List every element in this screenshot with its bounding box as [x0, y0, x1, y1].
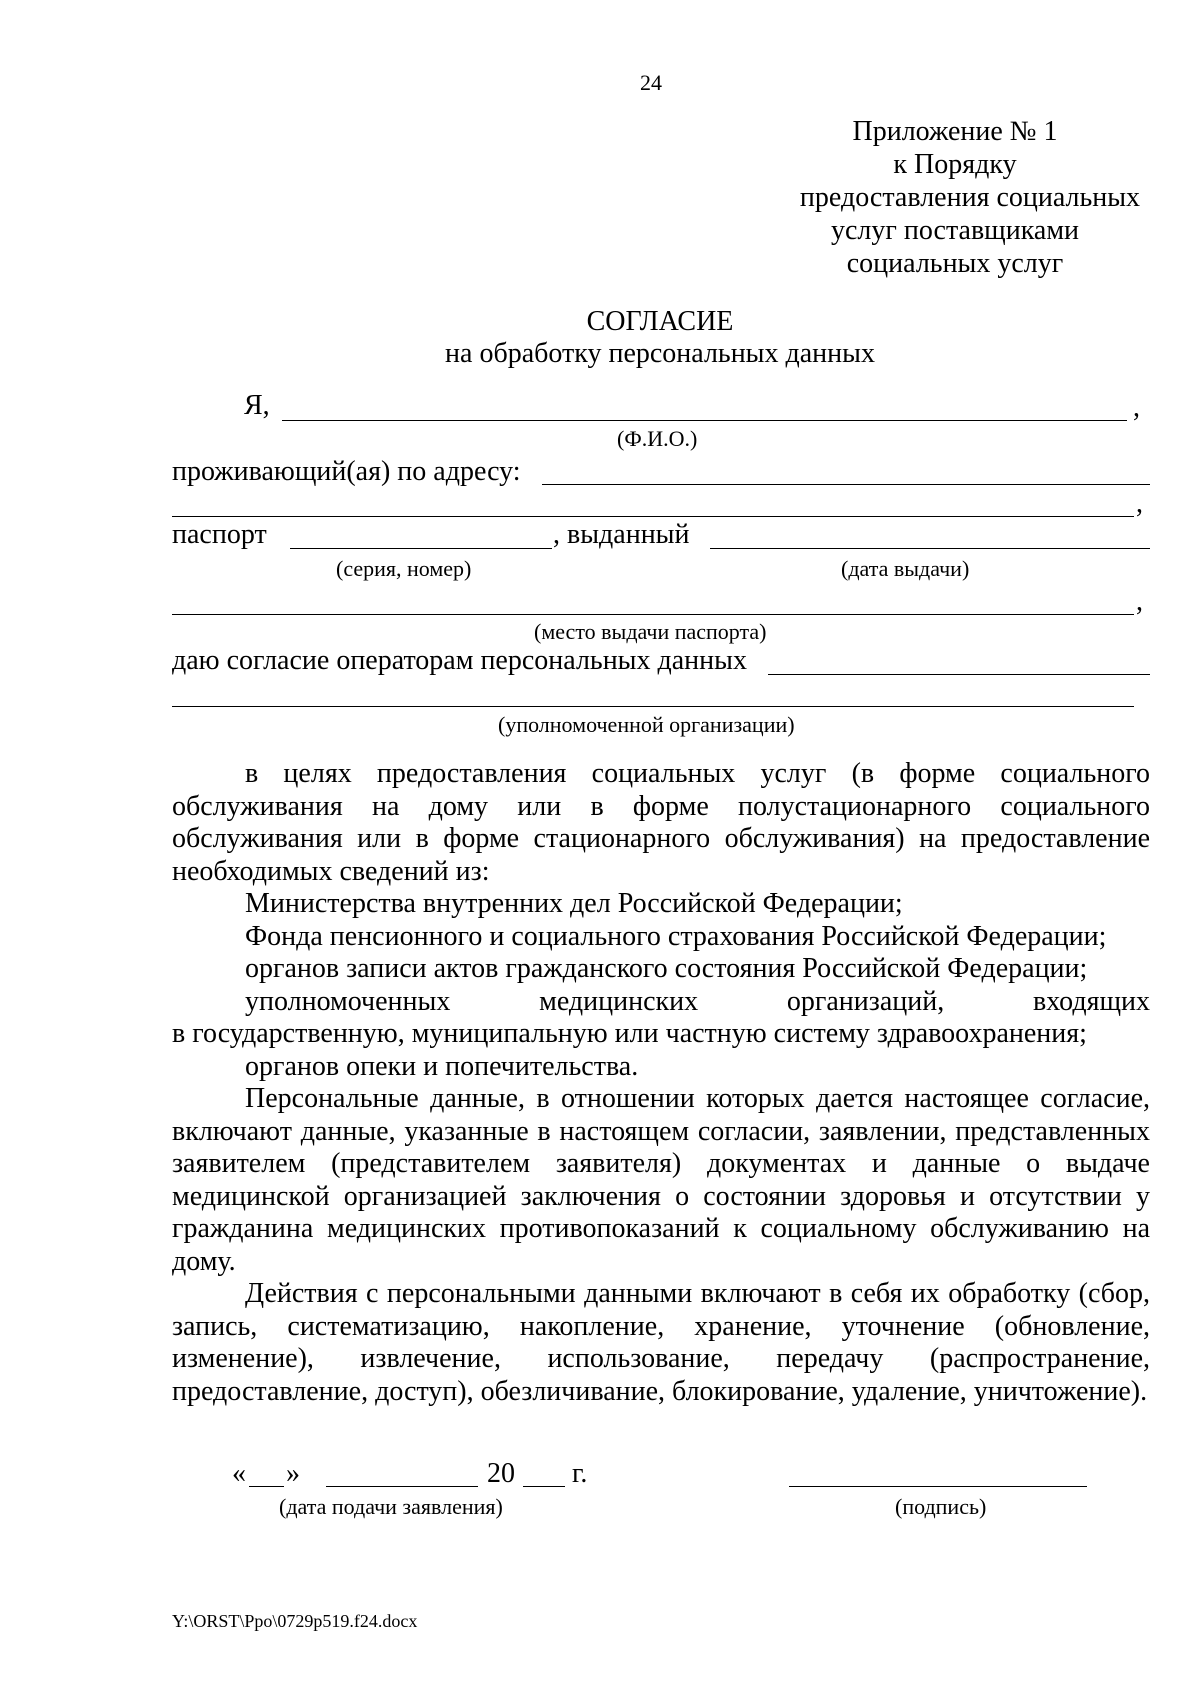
operator-field-line[interactable] [768, 674, 1150, 675]
year-field-line[interactable] [523, 1486, 565, 1487]
signature-field-line[interactable] [789, 1486, 1087, 1487]
comma: , [1136, 586, 1143, 617]
consent-label: даю согласие операторам персональных данных [172, 645, 747, 676]
source-item: уполномоченных медицинских организаций, входящих [245, 985, 1150, 1017]
series-caption: (серия, номер) [336, 556, 472, 581]
organization-caption: (уполномоченной организации) [498, 712, 795, 737]
issue-date-field-line[interactable] [710, 548, 1150, 549]
appendix-line: к Порядку [893, 149, 1017, 180]
source-item: органов записи актов гражданского состояния Российской Федерации; [245, 953, 1088, 984]
year-prefix: 20 [487, 1458, 515, 1489]
month-field-line[interactable] [326, 1486, 478, 1487]
source-item-continued: в государственную, муниципальную или частную систему здравоохранения; [172, 1018, 1087, 1049]
page-number: 24 [640, 70, 662, 95]
day-field-line[interactable] [249, 1486, 284, 1487]
appendix-line: социальных услуг [846, 248, 1064, 279]
operator-field-line-2[interactable] [172, 706, 1134, 707]
issued-label: , выданный [553, 519, 690, 550]
fio-field-line[interactable] [282, 420, 1127, 421]
i-label: Я, [244, 390, 270, 421]
issue-place-caption: (место выдачи паспорта) [534, 619, 767, 644]
address-field-line-2[interactable] [172, 516, 1134, 517]
comma: , [1136, 488, 1143, 519]
quote-open: « [232, 1458, 246, 1489]
comma: , [1133, 392, 1140, 423]
address-field-line[interactable] [542, 484, 1150, 485]
appendix-line: предоставления социальных [799, 182, 1141, 213]
appendix-line: услуг поставщиками [830, 215, 1080, 246]
actions-paragraph: Действия с персональными данными включают в себя их обработку (сбор, запись, систематизацию, накопление, хранение, уточнение (обновление, изменение), извлечение, использование, передачу (распространение, предоставление, доступ), обезличивание, блокирование, удаление, уничтожение). [172, 1278, 1150, 1407]
passport-label: паспорт [172, 519, 267, 550]
body-text [172, 758, 1150, 1408]
signature-caption: (подпись) [895, 1494, 987, 1519]
year-suffix: г. [572, 1458, 588, 1489]
address-label: проживающий(ая) по адресу: [172, 456, 521, 487]
document-subtitle: на обработку персональных данных [445, 338, 875, 369]
issue-place-field-line[interactable] [172, 614, 1134, 615]
fio-caption: (Ф.И.О.) [617, 426, 698, 451]
issue-date-caption: (дата выдачи) [841, 556, 970, 581]
source-item: Фонда пенсионного и социального страхования Российской Федерации; [245, 920, 1107, 952]
appendix-line: Приложение № 1 [852, 116, 1058, 147]
quote-close: » [286, 1458, 300, 1489]
document-title: СОГЛАСИЕ [586, 306, 734, 337]
date-caption: (дата подачи заявления) [279, 1494, 503, 1519]
passport-series-field-line[interactable] [290, 548, 552, 549]
source-item: Министерства внутренних дел Российской Федерации; [245, 888, 903, 919]
file-path-footer: Y:\ORST\Ppo\0729p519.f24.docx [172, 1611, 418, 1631]
source-item: органов опеки и попечительства. [245, 1050, 639, 1082]
purpose-paragraph: в целях предоставления социальных услуг (в форме социального обслуживания на дому или в форме полустационарного социального обслуживания или в форме стационарного обслуживания) на предоставление необходимых сведений из: [172, 758, 1150, 887]
personal-data-paragraph: Персональные данные, в отношении которых дается настоящее согласие, включают данные, указанные в настоящем согласии, заявлении, представленных заявителем (представителем заявителя) документах и данные о выдаче медицинской организацией заключения о состоянии здоровья и отсутствии у гражданина медицинских противопоказаний к социальному обслуживанию на дому. [172, 1083, 1150, 1277]
